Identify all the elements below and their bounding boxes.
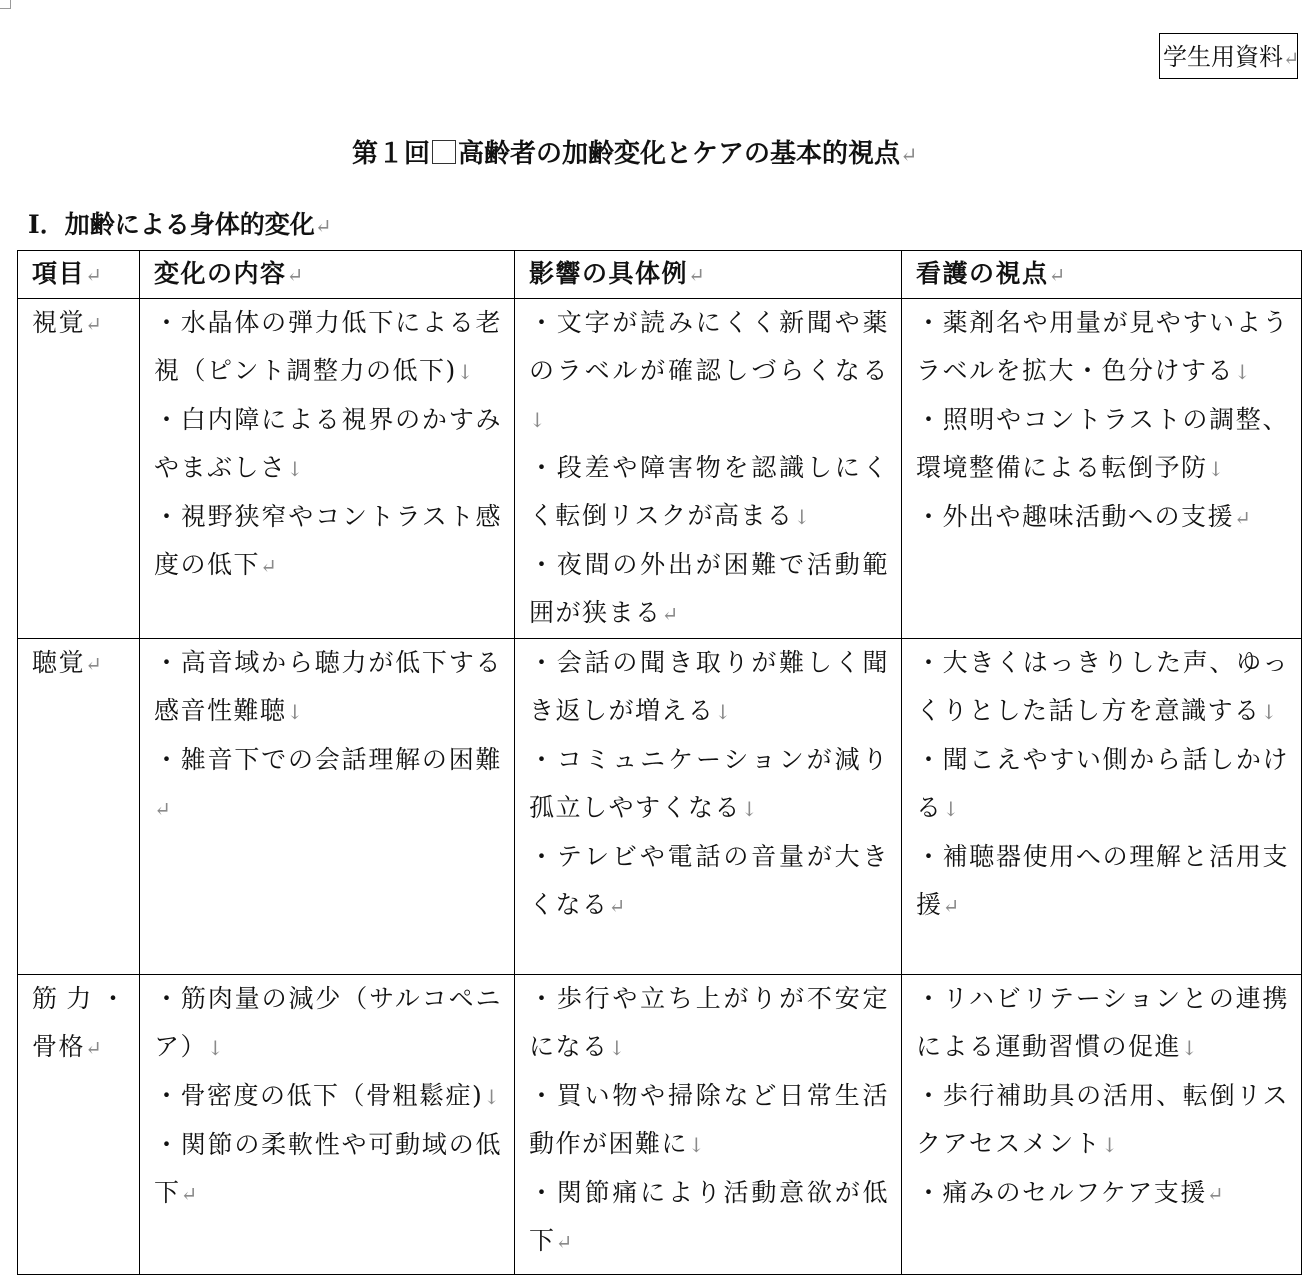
cell-line: ・白内障による視界のかすみやまぶしさ↓	[154, 405, 502, 482]
aging-changes-table	[17, 250, 1302, 1275]
cell-line: ・関節痛により活動意欲が低下↵	[529, 1178, 889, 1255]
changes-cell	[140, 639, 515, 975]
cell-line: ・雑音下での会話理解の困難↵	[154, 745, 502, 821]
column-header: 影響の具体例↵	[515, 251, 902, 299]
cell-line: ・テレビや電話の音量が大きくなる↵	[529, 842, 889, 919]
cell-line: ・筋肉量の減少（サルコペニア）↓	[154, 984, 502, 1061]
cell-line: ・段差や障害物を認識しにくく転倒リスクが高まる↓	[529, 453, 889, 530]
cell-line: ・関節の柔軟性や可動域の低下↵	[154, 1130, 502, 1207]
cell-line: ・補聴器使用への理解と活用支援↵	[916, 842, 1289, 919]
title-main: 高齢者の加齢変化とケアの基本的視点	[458, 139, 901, 169]
changes-cell	[140, 975, 515, 1275]
cell-line: ・リハビリテーションとの連携による運動習慣の促進↓	[916, 984, 1289, 1061]
cell-line: ・歩行や立ち上がりが不安定になる↓	[529, 984, 889, 1061]
column-header: 看護の視点↵	[902, 251, 1302, 299]
student-material-badge: 学生用資料↵	[1159, 33, 1298, 79]
cell-line: ・夜間の外出が困難で活動範囲が狭まる↵	[529, 550, 889, 627]
table-row	[18, 639, 1302, 975]
column-header: 項目↵	[18, 251, 140, 299]
item-cell: 視覚↵	[18, 299, 140, 639]
page-corner-mark	[0, 0, 11, 9]
table-row	[18, 975, 1302, 1275]
cell-line: ・買い物や掃除など日常生活動作が困難に↓	[529, 1081, 889, 1158]
nursing-cell	[902, 299, 1302, 639]
table-row	[18, 299, 1302, 639]
paragraph-mark-icon: ↵	[900, 143, 918, 167]
cell-line: ・骨密度の低下（骨粗鬆症)↓	[154, 1081, 502, 1110]
cell-line: ・大きくはっきりした声、ゆっくりとした話し方を意識する↓	[916, 648, 1289, 725]
item-cell: 筋力・骨格↵	[18, 975, 140, 1275]
cell-line: ・文字が読みにくく新聞や薬のラベルが確認しづらくなる↓	[529, 308, 889, 432]
cell-line: ・痛みのセルフケア支援↵	[916, 1178, 1226, 1207]
table-header-row	[18, 251, 1302, 299]
cell-line: ・高音域から聴力が低下する感音性難聴↓	[154, 648, 502, 725]
cell-line: ・視野狭窄やコントラスト感度の低下↵	[154, 502, 502, 579]
column-header: 変化の内容↵	[140, 251, 515, 299]
effects-cell	[515, 299, 902, 639]
placeholder-box-icon	[432, 140, 456, 164]
nursing-cell	[902, 975, 1302, 1275]
title-prefix: 第１回	[352, 139, 431, 169]
cell-line: ・外出や趣味活動への支援↵	[916, 502, 1253, 531]
cell-line: ・会話の聞き取りが難しく聞き返しが増える↓	[529, 648, 889, 725]
cell-line: ・薬剤名や用量が見やすいようラベルを拡大・色分けする↓	[916, 308, 1289, 385]
nursing-cell	[902, 639, 1302, 975]
page-title	[352, 134, 917, 175]
cell-line: ・聞こえやすい側から話しかける↓	[916, 745, 1289, 822]
effects-cell	[515, 975, 902, 1275]
cell-line: ・水晶体の弾力低下による老視（ピント調整力の低下)↓	[154, 308, 502, 385]
changes-cell	[140, 299, 515, 639]
cell-line: ・コミュニケーションが減り孤立しやすくなる↓	[529, 745, 889, 822]
item-cell: 聴覚↵	[18, 639, 140, 975]
cell-line: ・歩行補助具の活用、転倒リスクアセスメント↓	[916, 1081, 1289, 1158]
cell-line: ・照明やコントラストの調整、環境整備による転倒予防↓	[916, 405, 1289, 482]
section-heading: Ⅰ．加齢による身体的変化↵	[28, 210, 332, 239]
effects-cell	[515, 639, 902, 975]
